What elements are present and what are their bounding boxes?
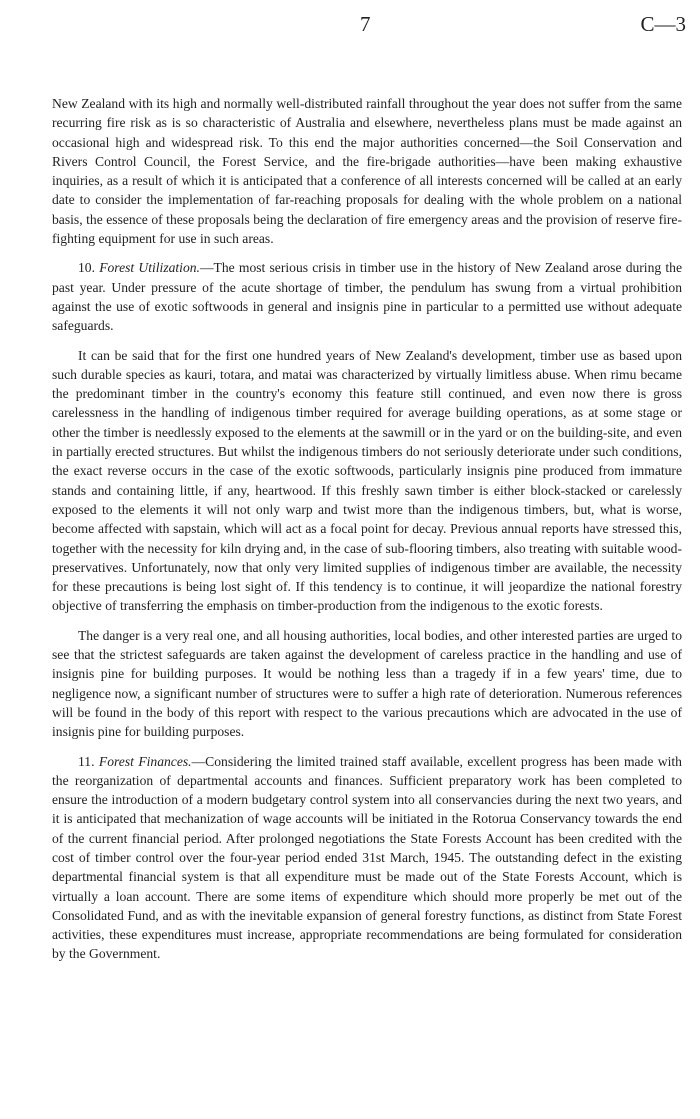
paragraph-fire-risk: New Zealand with its high and normally well-distributed rainfall throughout the year does not suffer from the same recurring fire risk as is so characteristic of Australia and elsewhere, nevertheless plans must be made against an occasional high and widespread risk. To this end the major authorities concerned—the Soil Conservation and Rivers Control Council, the Forest Service, and the fire-brigade authorities—have been making exhaustive inquiries, as a result of which it is anticipated that a conference of all interests concerned will be called at an early date to consider the implementation of far-reaching proposals for dealing with the whole problem on a national basis, the essence of these proposals being the declaration of fire emergency areas and the provision of reserve fire-fighting equipment for use in such areas.	[52, 96, 682, 247]
section-text: —Considering the limited trained staff available, excellent progress has been made with the reorganization of departmental accounts and finances. Sufficient preparatory work has been completed to ensure the introduction of a modern budgetary control system into all conservancies during the next two years, and it is anticipated that mechanization of wage accounts will be initiated in the Rotorua Conservancy towards the end of the current financial period. After prolonged negotiations the State Forests Account has been credited with the cost of timber control over the four-year period ended 31st March, 1945. The outstanding defect in the existing departmental financial system is that all expenditure must be made out of the State Forests Account, which is virtually a loan account. There are some items of expenditure which should more properly be met out of the Consolidated Fund, and as with the inevitable expansion of general forestry functions, as distinct from State Forest activities, these expenditures must increase, appropriate recommendations are being formulated for consideration by the Government.	[52, 753, 682, 962]
paragraph-forest-finances	[52, 752, 682, 964]
document-reference: C—3	[640, 12, 686, 36]
section-title: Forest Utilization.	[99, 260, 200, 276]
paragraph-timber-history: It can be said that for the first one hundred years of New Zealand's development, timber use as based upon such durable species as kauri, totara, and matai was characterized by virtually limitless abuse. When rimu became the predominant timber in the country's economy this feature still continued, and even now there is gross carelessness in the handling of indigenous timber required for average building operations, as at some stage or other the timber is needlessly exposed to the elements at the sawmill or in the yard or on the building-site, and even in partially erected structures. But whilst the indigenous timbers do not seriously deteriorate under such conditions, the exact reverse occurs in the case of the exotic softwoods, particularly insignis pine produced from immature stands and containing little, if any, heartwood. If this freshly sawn timber is either block-stacked or carelessly exposed to the elements it will not only warp and twist more than the indigenous timbers, but, what is worse, become affected with sapstain, which will act as a focal point for decay. Previous annual reports have stressed this, together with the necessity for kiln drying and, in the case of sub-flooring timbers, also treating with suitable wood-preservatives. Unfortunately, now that only very limited supplies of indigenous timber are available, the necessity for these precautions is being lost sight of. If this tendency is to continue, it will jeopardize the national forestry objective of transferring the emphasis on timber-production from the indigenous to the exotic forests.	[52, 347, 682, 614]
page-number: 7	[360, 12, 371, 36]
paragraph-danger: The danger is a very real one, and all housing authorities, local bodies, and other interested parties are urged to see that the strictest safeguards are taken against the development of careless practice in the handling and use of insignis pine for building purposes. It would be nothing less than a tragedy if in a few years' time, due to negligence now, a significant number of structures were to suffer a high rate of deterioration. Numerous references will be found in the body of this report with respect to the various precautions which are advocated in the use of insignis pine for building purposes.	[52, 627, 682, 740]
page-header	[0, 10, 700, 50]
section-number: 10.	[78, 260, 95, 276]
section-title: Forest Finances.	[98, 753, 192, 769]
body-text	[52, 94, 682, 974]
section-number: 11.	[78, 753, 95, 769]
section-text: —The most serious crisis in timber use in the history of New Zealand arose during the past year. Under pressure of the acute shortage of timber, the pendulum has swung from a virtual prohibition against the use of exotic softwoods in general and insignis pine in particular to a permitted use without adequate safeguards.	[52, 260, 682, 334]
paragraph-forest-utilization	[52, 258, 682, 335]
